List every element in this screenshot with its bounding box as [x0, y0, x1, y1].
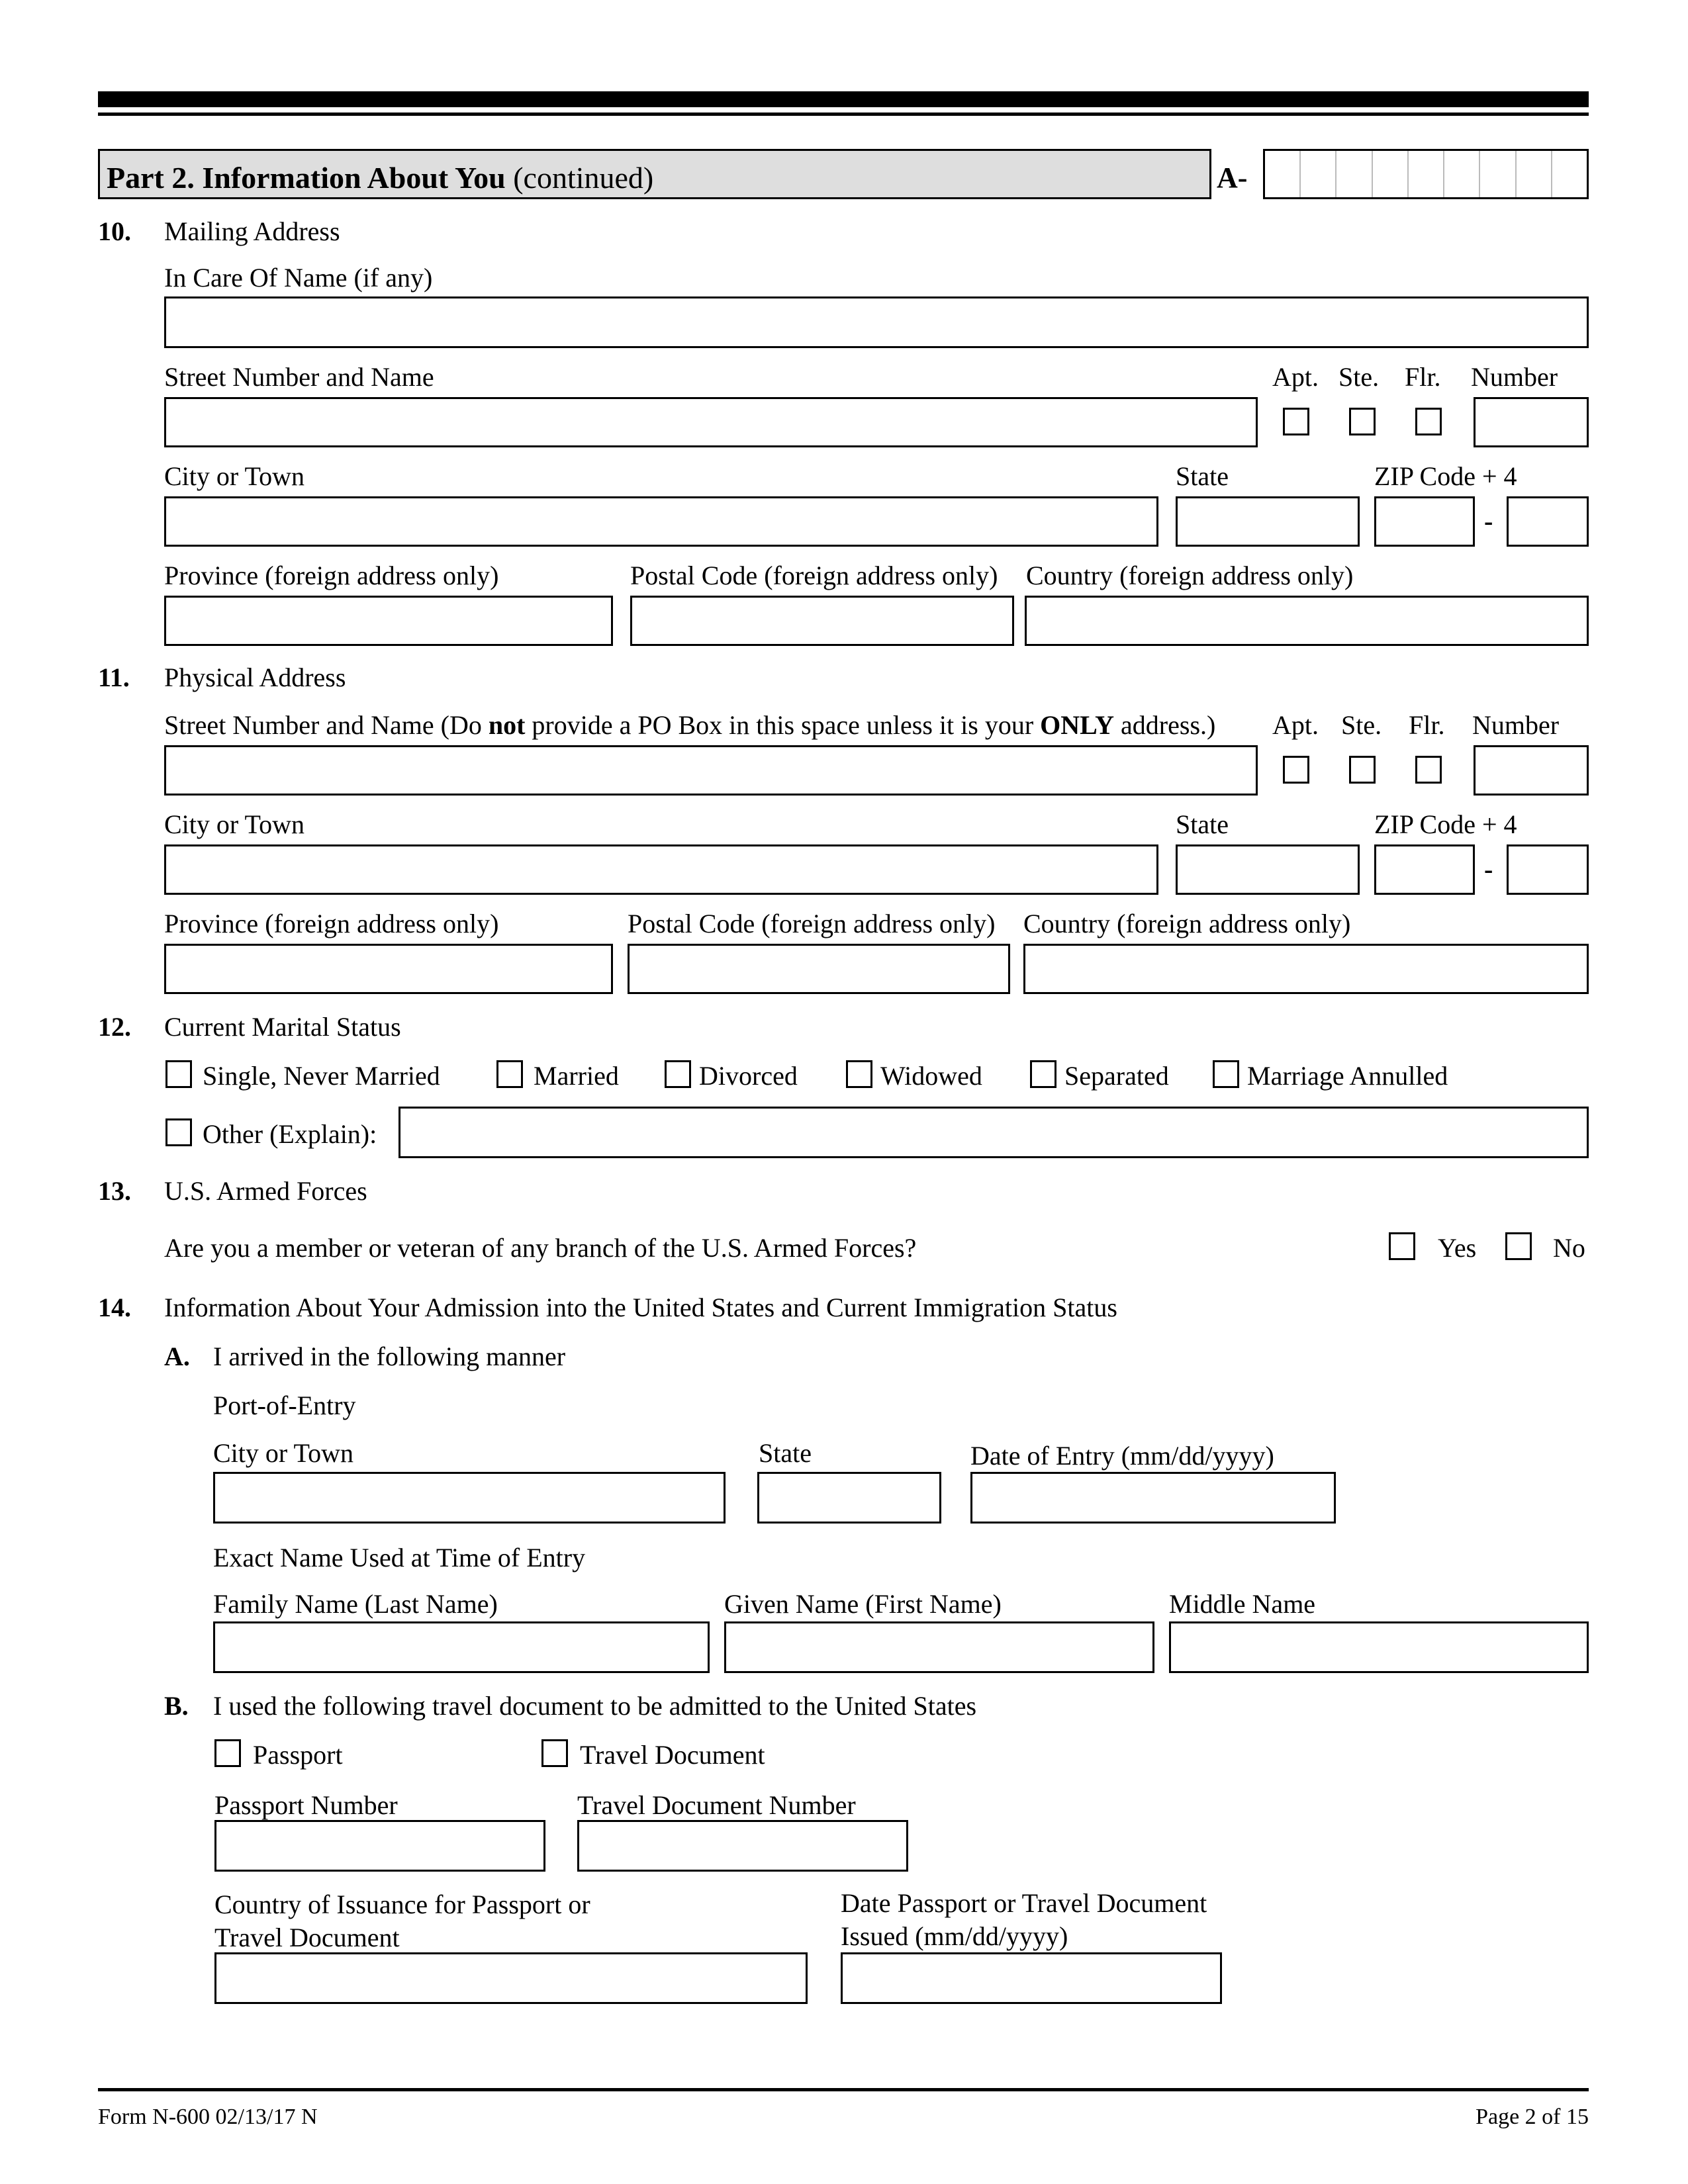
- part-title-text: Part 2. Information About You: [107, 161, 506, 195]
- marital-other-checkbox[interactable]: [165, 1118, 192, 1146]
- phys-province-input[interactable]: [164, 944, 613, 994]
- mail-zip-label: ZIP Code + 4: [1374, 461, 1517, 491]
- phys-street-label-part: address.): [1114, 710, 1216, 740]
- issuance-country-label-line2: Travel Document: [214, 1923, 400, 1952]
- q13-title: U.S. Armed Forces: [164, 1176, 367, 1206]
- marital-other-label: Other (Explain):: [203, 1119, 377, 1149]
- in-care-of-label: In Care Of Name (if any): [164, 263, 433, 293]
- phys-city-input[interactable]: [164, 844, 1158, 895]
- phys-flr-label: Flr.: [1409, 710, 1445, 740]
- mail-postal-label: Postal Code (foreign address only): [630, 561, 998, 590]
- mail-country-input[interactable]: [1025, 596, 1589, 646]
- mail-zip-dash: -: [1484, 506, 1493, 536]
- mail-province-label: Province (foreign address only): [164, 561, 499, 590]
- entry-family-name-label: Family Name (Last Name): [213, 1589, 498, 1619]
- mail-street-label: Street Number and Name: [164, 362, 434, 392]
- mail-country-label: Country (foreign address only): [1026, 561, 1354, 590]
- phys-ste-checkbox[interactable]: [1349, 756, 1376, 784]
- armed-forces-no-checkbox[interactable]: [1505, 1232, 1532, 1260]
- a-number-cell[interactable]: [1444, 151, 1480, 197]
- phys-number-label: Number: [1472, 710, 1560, 740]
- phys-country-input[interactable]: [1023, 944, 1589, 994]
- q14a-letter: A.: [164, 1342, 190, 1371]
- footer-form-id: Form N-600 02/13/17 N: [98, 2105, 318, 2129]
- a-number-cell[interactable]: [1517, 151, 1552, 197]
- phys-apt-label: Apt.: [1272, 710, 1319, 740]
- mail-street-input[interactable]: [164, 397, 1258, 447]
- in-care-of-input[interactable]: [164, 296, 1589, 348]
- mail-apt-checkbox[interactable]: [1283, 408, 1309, 435]
- a-number-cell[interactable]: [1336, 151, 1372, 197]
- q14a-title: I arrived in the following manner: [213, 1342, 566, 1371]
- mail-ste-checkbox[interactable]: [1349, 408, 1376, 435]
- marital-married-checkbox[interactable]: [496, 1060, 523, 1088]
- armed-forces-yes-checkbox[interactable]: [1389, 1232, 1415, 1260]
- entry-city-label: City or Town: [213, 1438, 354, 1468]
- mail-number-label: Number: [1471, 362, 1558, 392]
- mail-ste-label: Ste.: [1338, 362, 1380, 392]
- entry-middle-name-label: Middle Name: [1169, 1589, 1316, 1619]
- mail-zip-input[interactable]: [1374, 496, 1475, 547]
- marital-separated-checkbox[interactable]: [1030, 1060, 1056, 1088]
- mail-city-input[interactable]: [164, 496, 1158, 547]
- marital-divorced-label: Divorced: [699, 1061, 798, 1091]
- travel-document-number-label: Travel Document Number: [577, 1790, 856, 1820]
- mail-apt-label: Apt.: [1272, 362, 1319, 392]
- a-number-input[interactable]: [1263, 149, 1589, 199]
- phys-ste-label: Ste.: [1341, 710, 1382, 740]
- mail-city-label: City or Town: [164, 461, 305, 491]
- phys-postal-label: Postal Code (foreign address only): [628, 909, 996, 938]
- marital-annulled-label: Marriage Annulled: [1247, 1061, 1448, 1091]
- phys-city-label: City or Town: [164, 809, 305, 839]
- a-number-cell[interactable]: [1409, 151, 1444, 197]
- travel-document-number-input[interactable]: [577, 1820, 908, 1872]
- q12-title: Current Marital Status: [164, 1012, 401, 1042]
- entry-middle-name-input[interactable]: [1169, 1621, 1589, 1673]
- q12-number: 12.: [98, 1012, 131, 1042]
- passport-number-label: Passport Number: [214, 1790, 398, 1820]
- a-number-cell[interactable]: [1301, 151, 1336, 197]
- phys-street-label-bold: ONLY: [1040, 710, 1115, 740]
- q14b-title: I used the following travel document to be admitted to the United States: [213, 1691, 977, 1721]
- phys-street-label-part: Street Number and Name (Do: [164, 710, 489, 740]
- issued-date-label-line2: Issued (mm/dd/yyyy): [841, 1921, 1068, 1951]
- a-number-label: A-: [1217, 161, 1248, 194]
- entry-given-name-input[interactable]: [724, 1621, 1154, 1673]
- footer-rule: [98, 2088, 1589, 2091]
- phys-state-input[interactable]: [1176, 844, 1360, 895]
- top-thin-rule: [98, 113, 1589, 116]
- marital-annulled-checkbox[interactable]: [1213, 1060, 1239, 1088]
- phys-province-label: Province (foreign address only): [164, 909, 499, 938]
- marital-single-checkbox[interactable]: [165, 1060, 192, 1088]
- a-number-cell[interactable]: [1480, 151, 1516, 197]
- a-number-cell[interactable]: [1552, 151, 1587, 197]
- part-title: [107, 160, 653, 195]
- marital-single-label: Single, Never Married: [203, 1061, 440, 1091]
- phys-state-label: State: [1176, 809, 1229, 839]
- phys-street-label-part: provide a PO Box in this space unless it is your: [525, 710, 1041, 740]
- passport-number-input[interactable]: [214, 1820, 545, 1872]
- top-thick-rule: [98, 91, 1589, 107]
- q13-number: 13.: [98, 1176, 131, 1206]
- phys-street-label-bold: not: [488, 710, 526, 740]
- travel-document-checkbox[interactable]: [541, 1739, 568, 1767]
- phys-street-label: [164, 712, 1215, 739]
- passport-checkbox[interactable]: [214, 1739, 241, 1767]
- issued-date-label-line1: Date Passport or Travel Document: [841, 1888, 1207, 1918]
- marital-widowed-label: Widowed: [880, 1061, 982, 1091]
- part-header: [98, 149, 1211, 199]
- footer-page-number: Page 2 of 15: [1476, 2105, 1589, 2129]
- phys-zip-input[interactable]: [1374, 844, 1475, 895]
- mail-province-input[interactable]: [164, 596, 613, 646]
- part-continued-text: (continued): [513, 161, 654, 195]
- q14b-letter: B.: [164, 1691, 189, 1721]
- entry-city-input[interactable]: [213, 1472, 726, 1524]
- phys-postal-input[interactable]: [628, 944, 1010, 994]
- entry-date-label: Date of Entry (mm/dd/yyyy): [970, 1441, 1274, 1471]
- mail-flr-label: Flr.: [1405, 362, 1441, 392]
- a-number-cell[interactable]: [1373, 151, 1409, 197]
- phys-street-input[interactable]: [164, 745, 1258, 796]
- mail-state-input[interactable]: [1176, 496, 1360, 547]
- phys-zip4-input[interactable]: [1507, 844, 1589, 895]
- entry-state-label: State: [759, 1438, 812, 1468]
- phys-apt-checkbox[interactable]: [1283, 756, 1309, 784]
- phys-zip-label: ZIP Code + 4: [1374, 809, 1517, 839]
- mail-number-input[interactable]: [1474, 397, 1589, 447]
- marital-separated-label: Separated: [1064, 1061, 1169, 1091]
- phys-zip-dash: -: [1484, 854, 1493, 884]
- q10-number: 10.: [98, 216, 131, 246]
- port-of-entry-label: Port-of-Entry: [213, 1390, 356, 1420]
- entry-family-name-input[interactable]: [213, 1621, 710, 1673]
- a-number-cell[interactable]: [1265, 151, 1301, 197]
- phys-country-label: Country (foreign address only): [1023, 909, 1351, 938]
- q11-title: Physical Address: [164, 662, 346, 692]
- mail-flr-checkbox[interactable]: [1415, 408, 1442, 435]
- issuance-country-input[interactable]: [214, 1952, 808, 2004]
- q14-number: 14.: [98, 1293, 131, 1322]
- phys-flr-checkbox[interactable]: [1415, 756, 1442, 784]
- mail-state-label: State: [1176, 461, 1229, 491]
- mail-postal-input[interactable]: [630, 596, 1014, 646]
- armed-forces-no-label: No: [1553, 1233, 1585, 1263]
- marital-married-label: Married: [534, 1061, 619, 1091]
- armed-forces-yes-label: Yes: [1438, 1233, 1477, 1263]
- marital-other-explain-input[interactable]: [399, 1107, 1589, 1158]
- entry-date-input[interactable]: [970, 1472, 1336, 1524]
- passport-label: Passport: [253, 1740, 343, 1770]
- q10-title: Mailing Address: [164, 216, 340, 246]
- q14-title: Information About Your Admission into the United States and Current Immigration Status: [164, 1293, 1117, 1322]
- exact-name-label: Exact Name Used at Time of Entry: [213, 1543, 586, 1572]
- issued-date-input[interactable]: [841, 1952, 1222, 2004]
- entry-given-name-label: Given Name (First Name): [724, 1589, 1002, 1619]
- q11-number: 11.: [98, 662, 130, 692]
- marital-widowed-checkbox[interactable]: [846, 1060, 872, 1088]
- issuance-country-label-line1: Country of Issuance for Passport or: [214, 1889, 590, 1919]
- marital-divorced-checkbox[interactable]: [665, 1060, 691, 1088]
- entry-state-input[interactable]: [757, 1472, 941, 1524]
- mail-zip4-input[interactable]: [1507, 496, 1589, 547]
- phys-number-input[interactable]: [1474, 745, 1589, 796]
- travel-document-label: Travel Document: [580, 1740, 765, 1770]
- armed-forces-question: Are you a member or veteran of any branch of the U.S. Armed Forces?: [164, 1233, 917, 1263]
